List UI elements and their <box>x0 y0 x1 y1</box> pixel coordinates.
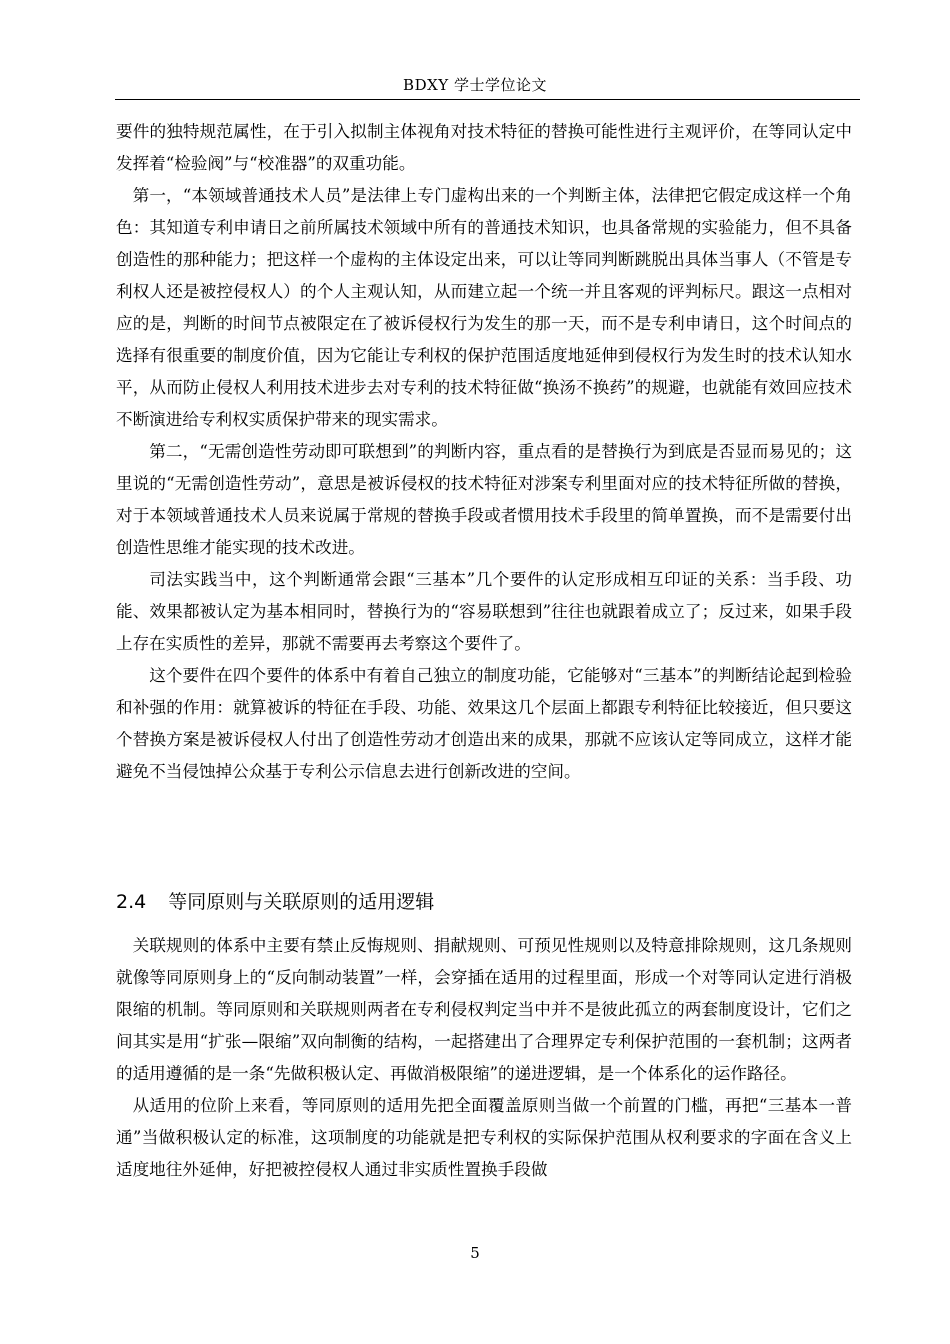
paragraph: 司法实践当中，这个判断通常会跟“三基本”几个要件的认定形成相互印证的关系：当手段、功能、效果都被认定为基本相同时，替换行为的“容易联想到”往往也就跟着成立了；反过来，如果手段上存在实质性的差异，那就不需要再去考察这个要件了。 <box>116 570 852 653</box>
section-title: 等同原则与关联原则的适用逻辑 <box>168 891 435 913</box>
running-header: BDXY 学士学位论文 <box>403 76 547 94</box>
paragraph: 要件的独特规范属性，在于引入拟制主体视角对技术特征的替换可能性进行主观评价，在等同认定中发挥着“检验阀”与“校准器”的双重功能。 <box>116 122 852 173</box>
section-number: 2.4 <box>116 891 147 913</box>
paragraph: 从适用的位阶上来看，等同原则的适用先把全面覆盖原则当做一个前置的门槛，再把“三基本一普通”当做积极认定的标准，这项制度的功能就是把专利权的实际保护范围从权利要求的字面在含义上适度地往外延伸，好把被控侵权人通过非实质性置换手段做 <box>116 1096 852 1179</box>
paragraph: 第二，“无需创造性劳动即可联想到”的判断内容，重点看的是替换行为到底是否显而易见的；这里说的“无需创造性劳动”，意思是被诉侵权的技术特征对涉案专利里面对应的技术特征所做的替换，对于本领域普通技术人员来说属于常规的替换手段或者惯用技术手段里的简单置换，而不是需要付出创造性思维才能实现的技术改进。 <box>116 442 852 557</box>
paragraph: 关联规则的体系中主要有禁止反悔规则、捐献规则、可预见性规则以及特意排除规则，这几条规则就像等同原则身上的“反向制动装置”一样，会穿插在适用的过程里面，形成一个对等同认定进行消极限缩的机制。等同原则和关联规则两者在专利侵权判定当中并不是彼此孤立的两套制度设计，它们之间其实是用“扩张—限缩”双向制衡的结构，一起搭建出了合理界定专利保护范围的一套机制；这两者的适用遵循的是一条“先做积极认定、再做消极限缩”的递进逻辑，是一个体系化的运作路径。 <box>116 936 852 1083</box>
page-number: 5 <box>470 1244 480 1262</box>
body-text-before-section <box>116 116 852 788</box>
header-rule <box>115 99 860 100</box>
section-heading <box>116 887 852 917</box>
paragraph: 这个要件在四个要件的体系中有着自己独立的制度功能，它能够对“三基本”的判断结论起到检验和补强的作用：就算被诉的特征在手段、功能、效果这几个层面上都跟专利特征比较接近，但只要这个替换方案是被诉侵权人付出了创造性劳动才创造出来的成果，那就不应该认定等同成立，这样才能避免不当侵蚀掉公众基于专利公示信息去进行创新改进的空间。 <box>116 666 852 781</box>
body-text-after-section <box>116 930 852 1186</box>
paragraph: 第一，“本领域普通技术人员”是法律上专门虚构出来的一个判断主体，法律把它假定成这样一个角色：其知道专利申请日之前所属技术领域中所有的普通技术知识，也具备常规的实验能力，但不具备创造性的那种能力；把这样一个虚构的主体设定出来，可以让等同判断跳脱出具体当事人（不管是专利权人还是被控侵权人）的个人主观认知，从而建立起一个统一并且客观的评判标尺。跟这一点相对应的是，判断的时间节点被限定在了被诉侵权行为发生的那一天，而不是专利申请日，这个时间点的选择有很重要的制度价值，因为它能让专利权的保护范围适度地延伸到侵权行为发生时的技术认知水平，从而防止侵权人利用技术进步去对专利的技术特征做“换汤不换药”的规避，也就能有效回应技术不断演进给专利权实质保护带来的现实需求。 <box>116 186 852 429</box>
